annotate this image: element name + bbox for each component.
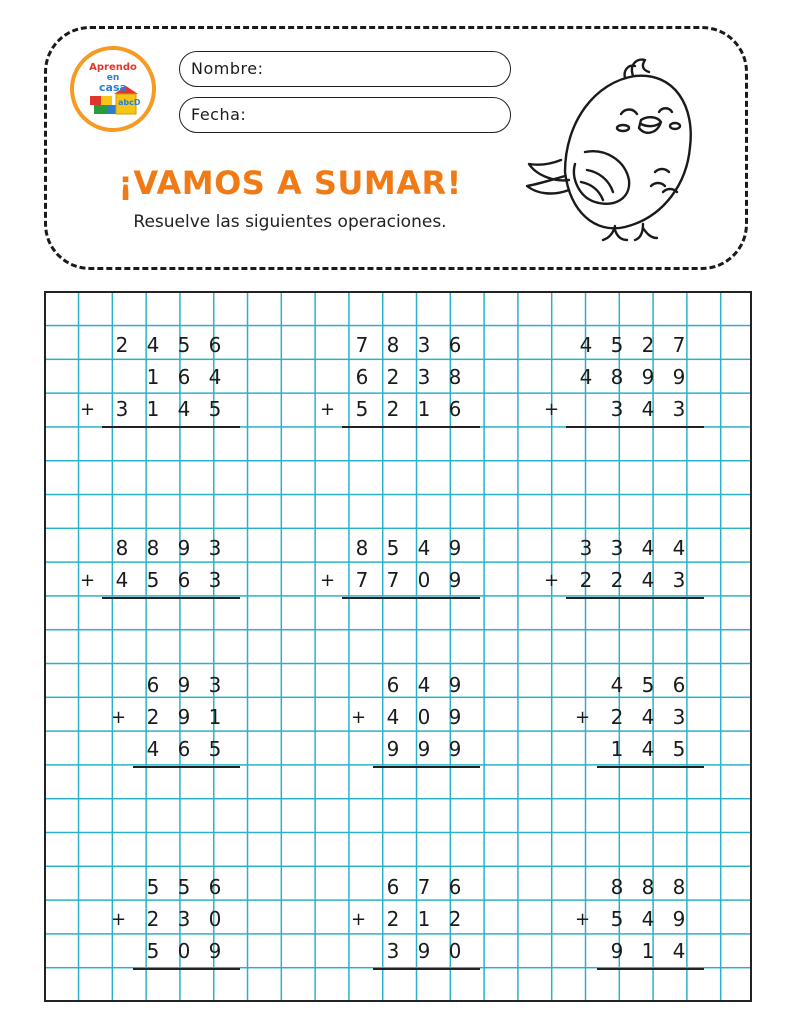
addend-digit: 4 xyxy=(208,365,222,389)
addend-digit: 1 xyxy=(641,939,655,963)
addend-digit: 9 xyxy=(672,907,686,931)
addend-digit: 8 xyxy=(641,875,655,899)
worksheet-grid xyxy=(44,291,752,1002)
addend-digit: 1 xyxy=(417,397,431,421)
addend-digit: 9 xyxy=(448,737,462,761)
addend-digit: 9 xyxy=(208,939,222,963)
sum-line xyxy=(133,766,240,768)
addend-digit: 6 xyxy=(146,673,160,697)
addend-digit: 5 xyxy=(355,397,369,421)
plus-sign: + xyxy=(544,399,560,420)
addend-digit: 4 xyxy=(579,333,593,357)
addend-digit: 6 xyxy=(208,333,222,357)
page-title: ¡VAMOS A SUMAR! xyxy=(118,164,462,202)
addend-digit: 9 xyxy=(641,365,655,389)
addend-digit: 0 xyxy=(417,705,431,729)
addend-digit: 8 xyxy=(146,536,160,560)
sum-line xyxy=(597,968,704,970)
addend-digit: 9 xyxy=(448,705,462,729)
date-label: Fecha: xyxy=(191,105,247,124)
addend-digit: 4 xyxy=(641,568,655,592)
sum-line xyxy=(373,766,480,768)
addend-digit: 9 xyxy=(177,705,191,729)
addend-digit: 4 xyxy=(641,705,655,729)
addend-digit: 2 xyxy=(448,907,462,931)
addend-digit: 2 xyxy=(146,705,160,729)
addend-digit: 0 xyxy=(208,907,222,931)
addend-digit: 2 xyxy=(579,568,593,592)
addend-digit: 6 xyxy=(448,875,462,899)
addend-digit: 8 xyxy=(386,333,400,357)
addend-digit: 3 xyxy=(579,536,593,560)
addend-digit: 4 xyxy=(641,737,655,761)
addend-digit: 9 xyxy=(448,673,462,697)
addend-digit: 3 xyxy=(417,365,431,389)
addend-digit: 9 xyxy=(448,568,462,592)
addend-digit: 9 xyxy=(386,737,400,761)
addend-digit: 6 xyxy=(386,673,400,697)
addend-digit: 7 xyxy=(672,333,686,357)
logo-text-abc: abcD xyxy=(118,98,141,107)
addend-digit: 8 xyxy=(355,536,369,560)
plus-sign: + xyxy=(575,909,591,930)
addend-digit: 2 xyxy=(115,333,129,357)
page-subtitle: Resuelve las siguientes operaciones. xyxy=(133,212,447,232)
addend-digit: 5 xyxy=(146,875,160,899)
plus-sign: + xyxy=(351,707,367,728)
addend-digit: 3 xyxy=(208,673,222,697)
addend-digit: 2 xyxy=(386,907,400,931)
addend-digit: 3 xyxy=(208,568,222,592)
addend-digit: 8 xyxy=(672,875,686,899)
plus-sign: + xyxy=(320,399,336,420)
logo-text-aprendo: Aprendo xyxy=(89,62,137,73)
addend-digit: 0 xyxy=(417,568,431,592)
addend-digit: 8 xyxy=(610,875,624,899)
addend-digit: 3 xyxy=(417,333,431,357)
addend-digit: 4 xyxy=(146,333,160,357)
addend-digit: 5 xyxy=(177,875,191,899)
addend-digit: 6 xyxy=(386,875,400,899)
addend-digit: 2 xyxy=(641,333,655,357)
addend-digit: 4 xyxy=(417,673,431,697)
sum-line xyxy=(566,597,704,599)
addend-digit: 5 xyxy=(146,568,160,592)
addend-digit: 3 xyxy=(610,397,624,421)
addend-digit: 3 xyxy=(610,536,624,560)
addend-digit: 6 xyxy=(208,875,222,899)
addend-digit: 6 xyxy=(177,568,191,592)
addend-digit: 7 xyxy=(355,568,369,592)
bird-illustration-icon xyxy=(525,52,705,247)
addend-digit: 5 xyxy=(208,737,222,761)
sum-line xyxy=(566,426,704,428)
addend-digit: 1 xyxy=(208,705,222,729)
plus-sign: + xyxy=(111,909,127,930)
addend-digit: 5 xyxy=(610,333,624,357)
aprendo-en-casa-logo xyxy=(70,46,156,132)
logo-text-en: en xyxy=(106,73,120,83)
plus-sign: + xyxy=(544,570,560,591)
addend-digit: 8 xyxy=(610,365,624,389)
addend-digit: 2 xyxy=(610,705,624,729)
addend-digit: 7 xyxy=(386,568,400,592)
addend-digit: 1 xyxy=(146,397,160,421)
addend-digit: 2 xyxy=(146,907,160,931)
addend-digit: 1 xyxy=(146,365,160,389)
addend-digit: 5 xyxy=(386,536,400,560)
addend-digit: 4 xyxy=(672,939,686,963)
addend-digit: 3 xyxy=(177,907,191,931)
addend-digit: 6 xyxy=(448,333,462,357)
plus-sign: + xyxy=(351,909,367,930)
plus-sign: + xyxy=(80,399,96,420)
addend-digit: 1 xyxy=(610,737,624,761)
addend-digit: 9 xyxy=(177,536,191,560)
sum-line xyxy=(342,426,480,428)
addend-digit: 9 xyxy=(672,365,686,389)
addend-digit: 4 xyxy=(641,907,655,931)
addend-digit: 9 xyxy=(417,737,431,761)
addend-digit: 4 xyxy=(610,673,624,697)
date-field[interactable] xyxy=(179,97,511,133)
addend-digit: 8 xyxy=(448,365,462,389)
addend-digit: 7 xyxy=(417,875,431,899)
plus-sign: + xyxy=(111,707,127,728)
plus-sign: + xyxy=(575,707,591,728)
sum-line xyxy=(102,426,240,428)
addend-digit: 6 xyxy=(177,365,191,389)
addend-digit: 9 xyxy=(417,939,431,963)
addend-digit: 4 xyxy=(146,737,160,761)
addend-digit: 0 xyxy=(448,939,462,963)
addend-digit: 4 xyxy=(579,365,593,389)
sum-line xyxy=(597,766,704,768)
addend-digit: 2 xyxy=(386,365,400,389)
name-label: Nombre: xyxy=(191,59,264,78)
addend-digit: 3 xyxy=(115,397,129,421)
addend-digit: 9 xyxy=(177,673,191,697)
addend-digit: 4 xyxy=(177,397,191,421)
addend-digit: 4 xyxy=(417,536,431,560)
addend-digit: 4 xyxy=(115,568,129,592)
addend-digit: 6 xyxy=(448,397,462,421)
addend-digit: 4 xyxy=(386,705,400,729)
plus-sign: + xyxy=(80,570,96,591)
addend-digit: 3 xyxy=(672,568,686,592)
addend-digit: 5 xyxy=(610,907,624,931)
addend-digit: 8 xyxy=(115,536,129,560)
addend-digit: 7 xyxy=(355,333,369,357)
addend-digit: 3 xyxy=(672,397,686,421)
plus-sign: + xyxy=(320,570,336,591)
addend-digit: 0 xyxy=(177,939,191,963)
addend-digit: 1 xyxy=(417,907,431,931)
sum-line xyxy=(102,597,240,599)
addend-digit: 9 xyxy=(448,536,462,560)
addend-digit: 3 xyxy=(208,536,222,560)
addend-digit: 4 xyxy=(641,397,655,421)
logo-text-casa: casa xyxy=(99,81,127,94)
addend-digit: 2 xyxy=(386,397,400,421)
addend-digit: 5 xyxy=(641,673,655,697)
sum-line xyxy=(342,597,480,599)
addend-digit: 2 xyxy=(610,568,624,592)
addend-digit: 4 xyxy=(672,536,686,560)
addend-digit: 4 xyxy=(641,536,655,560)
addend-digit: 5 xyxy=(146,939,160,963)
addend-digit: 3 xyxy=(386,939,400,963)
addend-digit: 3 xyxy=(672,705,686,729)
addend-digit: 5 xyxy=(208,397,222,421)
sum-line xyxy=(133,968,240,970)
addend-digit: 6 xyxy=(355,365,369,389)
addend-digit: 9 xyxy=(610,939,624,963)
addend-digit: 5 xyxy=(672,737,686,761)
name-field[interactable] xyxy=(179,51,511,87)
addend-digit: 6 xyxy=(177,737,191,761)
addend-digit: 5 xyxy=(177,333,191,357)
sum-line xyxy=(373,968,480,970)
addend-digit: 6 xyxy=(672,673,686,697)
